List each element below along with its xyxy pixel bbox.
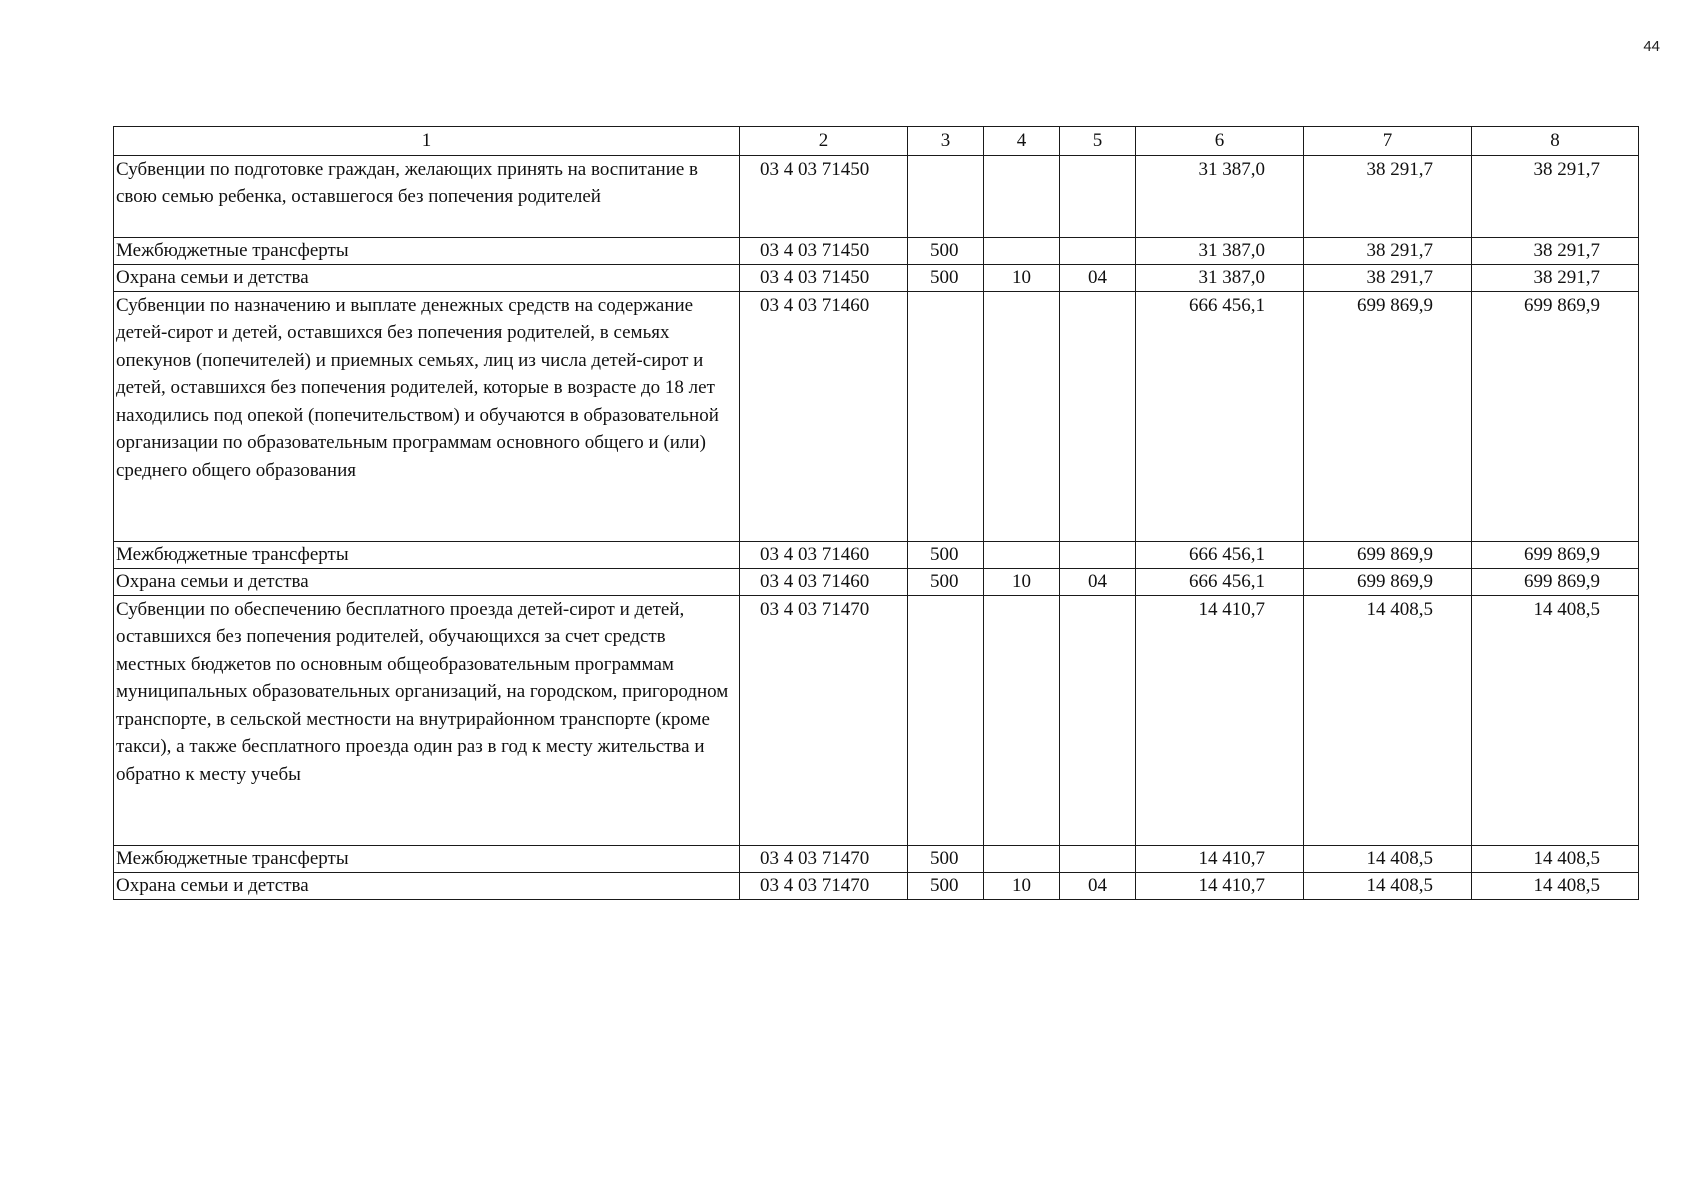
row-vr xyxy=(908,155,984,237)
row-pr xyxy=(1060,291,1136,541)
row-code: 03 4 03 71460 xyxy=(740,568,908,595)
row-value-7: 38 291,7 xyxy=(1304,237,1472,264)
header-cell: 3 xyxy=(908,127,984,156)
row-value-6: 14 410,7 xyxy=(1136,595,1304,845)
row-value-7: 699 869,9 xyxy=(1304,291,1472,541)
row-name: Межбюджетные трансферты xyxy=(114,237,740,264)
row-pr: 04 xyxy=(1060,264,1136,291)
row-rz: 10 xyxy=(984,264,1060,291)
header-cell: 2 xyxy=(740,127,908,156)
row-pr xyxy=(1060,541,1136,568)
row-rz: 10 xyxy=(984,568,1060,595)
row-code: 03 4 03 71470 xyxy=(740,595,908,845)
row-value-8: 14 408,5 xyxy=(1472,595,1639,845)
row-name: Субвенции по подготовке граждан, желающих принять на воспитание в свою семью ребенка, оставшегося без попечения родителей xyxy=(114,155,740,237)
row-value-7: 699 869,9 xyxy=(1304,568,1472,595)
row-value-6: 666 456,1 xyxy=(1136,291,1304,541)
header-cell: 7 xyxy=(1304,127,1472,156)
row-name: Охрана семьи и детства xyxy=(114,872,740,899)
row-name: Субвенции по обеспечению бесплатного проезда детей-сирот и детей, оставшихся без попечения родителей, обучающихся за счет средств местных бюджетов по основным общеобразовательным программам муниципальных образовательных организаций, на городском, пригородном транспорте, в сельской местности на внутрирайонном транспорте (кроме такси), а также бесплатного проезда один раз в год к месту жительства и обратно к месту учебы xyxy=(114,595,740,845)
header-cell: 8 xyxy=(1472,127,1639,156)
row-name: Охрана семьи и детства xyxy=(114,264,740,291)
table-row xyxy=(114,845,1639,872)
row-vr: 500 xyxy=(908,872,984,899)
table-row xyxy=(114,237,1639,264)
row-name: Субвенции по назначению и выплате денежных средств на содержание детей-сирот и детей, оставшихся без попечения родителей, в семьях опекунов (попечителей) и приемных семьях, лиц из числа детей-сирот и детей, оставшихся без попечения родителей, которые в возрасте до 18 лет находились под опекой (попечительством) и обучаются в образовательной организации по образовательным программам основного общего и (или) среднего общего образования xyxy=(114,291,740,541)
row-pr: 04 xyxy=(1060,568,1136,595)
row-pr: 04 xyxy=(1060,872,1136,899)
table-row xyxy=(114,568,1639,595)
row-rz xyxy=(984,291,1060,541)
row-value-7: 14 408,5 xyxy=(1304,595,1472,845)
row-value-6: 31 387,0 xyxy=(1136,264,1304,291)
row-value-8: 14 408,5 xyxy=(1472,845,1639,872)
table-header-row xyxy=(114,127,1639,156)
row-value-6: 666 456,1 xyxy=(1136,568,1304,595)
row-code: 03 4 03 71450 xyxy=(740,264,908,291)
row-name: Межбюджетные трансферты xyxy=(114,845,740,872)
row-value-8: 699 869,9 xyxy=(1472,291,1639,541)
row-value-6: 14 410,7 xyxy=(1136,845,1304,872)
row-pr xyxy=(1060,595,1136,845)
row-pr xyxy=(1060,845,1136,872)
header-cell: 5 xyxy=(1060,127,1136,156)
budget-table xyxy=(113,126,1639,900)
row-pr xyxy=(1060,155,1136,237)
header-cell: 1 xyxy=(114,127,740,156)
row-value-8: 699 869,9 xyxy=(1472,568,1639,595)
row-value-7: 38 291,7 xyxy=(1304,155,1472,237)
row-vr: 500 xyxy=(908,541,984,568)
row-rz xyxy=(984,845,1060,872)
row-vr: 500 xyxy=(908,237,984,264)
table-row xyxy=(114,541,1639,568)
row-vr: 500 xyxy=(908,568,984,595)
row-value-6: 31 387,0 xyxy=(1136,155,1304,237)
row-code: 03 4 03 71450 xyxy=(740,155,908,237)
row-value-8: 14 408,5 xyxy=(1472,872,1639,899)
row-value-8: 38 291,7 xyxy=(1472,155,1639,237)
table-row xyxy=(114,291,1639,541)
row-code: 03 4 03 71460 xyxy=(740,541,908,568)
row-pr xyxy=(1060,237,1136,264)
table-row xyxy=(114,264,1639,291)
row-rz: 10 xyxy=(984,872,1060,899)
row-rz xyxy=(984,541,1060,568)
table-row xyxy=(114,872,1639,899)
header-cell: 6 xyxy=(1136,127,1304,156)
row-code: 03 4 03 71450 xyxy=(740,237,908,264)
header-cell: 4 xyxy=(984,127,1060,156)
row-value-6: 31 387,0 xyxy=(1136,237,1304,264)
row-vr xyxy=(908,291,984,541)
table-row xyxy=(114,595,1639,845)
page-number: 44 xyxy=(1643,38,1660,55)
row-value-8: 38 291,7 xyxy=(1472,264,1639,291)
row-name: Охрана семьи и детства xyxy=(114,568,740,595)
row-value-6: 14 410,7 xyxy=(1136,872,1304,899)
row-rz xyxy=(984,595,1060,845)
row-vr: 500 xyxy=(908,264,984,291)
row-code: 03 4 03 71470 xyxy=(740,845,908,872)
row-value-7: 38 291,7 xyxy=(1304,264,1472,291)
row-value-8: 699 869,9 xyxy=(1472,541,1639,568)
row-vr xyxy=(908,595,984,845)
row-value-8: 38 291,7 xyxy=(1472,237,1639,264)
table-row xyxy=(114,155,1639,237)
row-code: 03 4 03 71460 xyxy=(740,291,908,541)
row-name: Межбюджетные трансферты xyxy=(114,541,740,568)
row-rz xyxy=(984,237,1060,264)
row-rz xyxy=(984,155,1060,237)
row-vr: 500 xyxy=(908,845,984,872)
row-value-7: 14 408,5 xyxy=(1304,872,1472,899)
row-value-7: 14 408,5 xyxy=(1304,845,1472,872)
row-code: 03 4 03 71470 xyxy=(740,872,908,899)
row-value-7: 699 869,9 xyxy=(1304,541,1472,568)
row-value-6: 666 456,1 xyxy=(1136,541,1304,568)
